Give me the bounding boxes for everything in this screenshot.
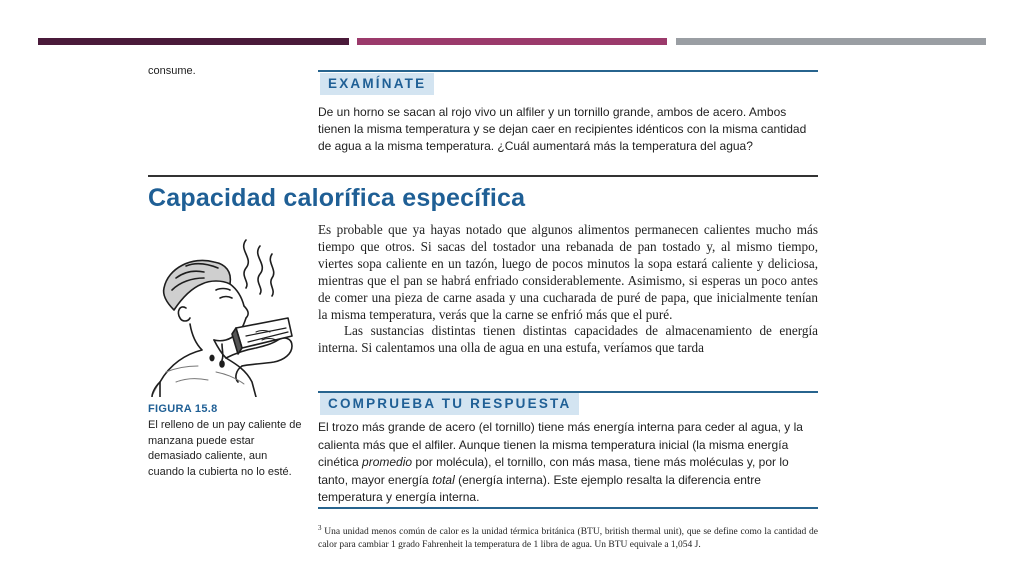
figure-illustration <box>146 232 304 397</box>
examinate-top-rule <box>318 70 818 72</box>
body-paragraph-2: Las sustancias distintas tienen distintas capacidades de almacenamiento de energía interna. Si calentamos una olla de agua en una estufa, veríamos que tarda <box>318 323 818 356</box>
previous-text-tail: consume. <box>148 65 196 77</box>
answer-text-part-3: (energía interna). Este ejemplo resalta la diferencia entre temperatura y energía interna. <box>318 472 761 504</box>
answer-text-part-1: El trozo más grande de acero (el tornillo) tiene más energía interna para ceder al agua, y la calienta más que el alfiler. Aunque tienen la misma temperatura inicial (la misma energía cinética <box>318 420 803 469</box>
figure-label: FIGURA 15.8 <box>148 403 218 415</box>
comprueba-answer <box>318 419 818 507</box>
body-paragraph-1: Es probable que ya hayas notado que algunos alimentos permanecen calientes mucho más tiempo que otros. Si sacas del tostador una rebanada de pan tostado y, al mismo tiempo, viertes sopa caliente en un tazón, luego de pocos minutos la sopa estará caliente y deliciosa, mientras que el pan se habrá enfriado considerablemente. Asimismo, si esperas un poco antes de comer una pieza de carne asada y una cucharada de puré de papa, que inicialmente tenían la misma temperatura, verás que la carne se enfrió más que el puré. <box>318 222 818 322</box>
answer-text-part-2: por molécula), el tornillo, con más masa, tiene más moléculas y, por lo tanto, mayor energía <box>318 455 789 487</box>
footnote-text: Una unidad menos común de calor es la unidad térmica británica (BTU, british thermal unit), que se define como la cantidad de calor para cambiar 1 grado Fahrenheit la temperatura de 1 libra de agua. Un BTU equivale a 1,054 J. <box>318 527 818 551</box>
header-bar-dark <box>38 38 349 45</box>
section-divider <box>148 175 818 177</box>
examinate-heading: EXAMÍNATE <box>320 73 434 95</box>
answer-emphasis-promedio: promedio <box>362 455 413 469</box>
closed-eye <box>220 297 232 299</box>
header-bar-magenta <box>357 38 667 45</box>
footnote-marker: 3 <box>318 524 322 532</box>
comprueba-bottom-rule <box>318 507 818 509</box>
steam-line-1 <box>244 240 249 288</box>
examinate-question: De un horno se sacan al rojo vivo un alfiler y un tornillo grande, ambos de acero. Ambos tienen la misma temperatura y se dejan caer en recipientes idénticos con la misma cantidad de agua a la misma temperatura. ¿Cuál aumentará más la temperatura del agua? <box>318 105 807 153</box>
steam-line-3 <box>270 254 273 296</box>
figure-caption: El relleno de un pay caliente de manzana puede estar demasiado caliente, aun cuando la cubierta no lo esté. <box>148 419 302 478</box>
header-bar-gray <box>676 38 986 45</box>
section-title: Capacidad calorífica específica <box>148 184 526 212</box>
steam-line-2 <box>258 246 263 294</box>
answer-emphasis-total: total <box>432 472 455 487</box>
comprueba-heading: COMPRUEBA TU RESPUESTA <box>320 393 579 415</box>
footnote <box>318 522 818 552</box>
section-body-text <box>318 222 818 357</box>
